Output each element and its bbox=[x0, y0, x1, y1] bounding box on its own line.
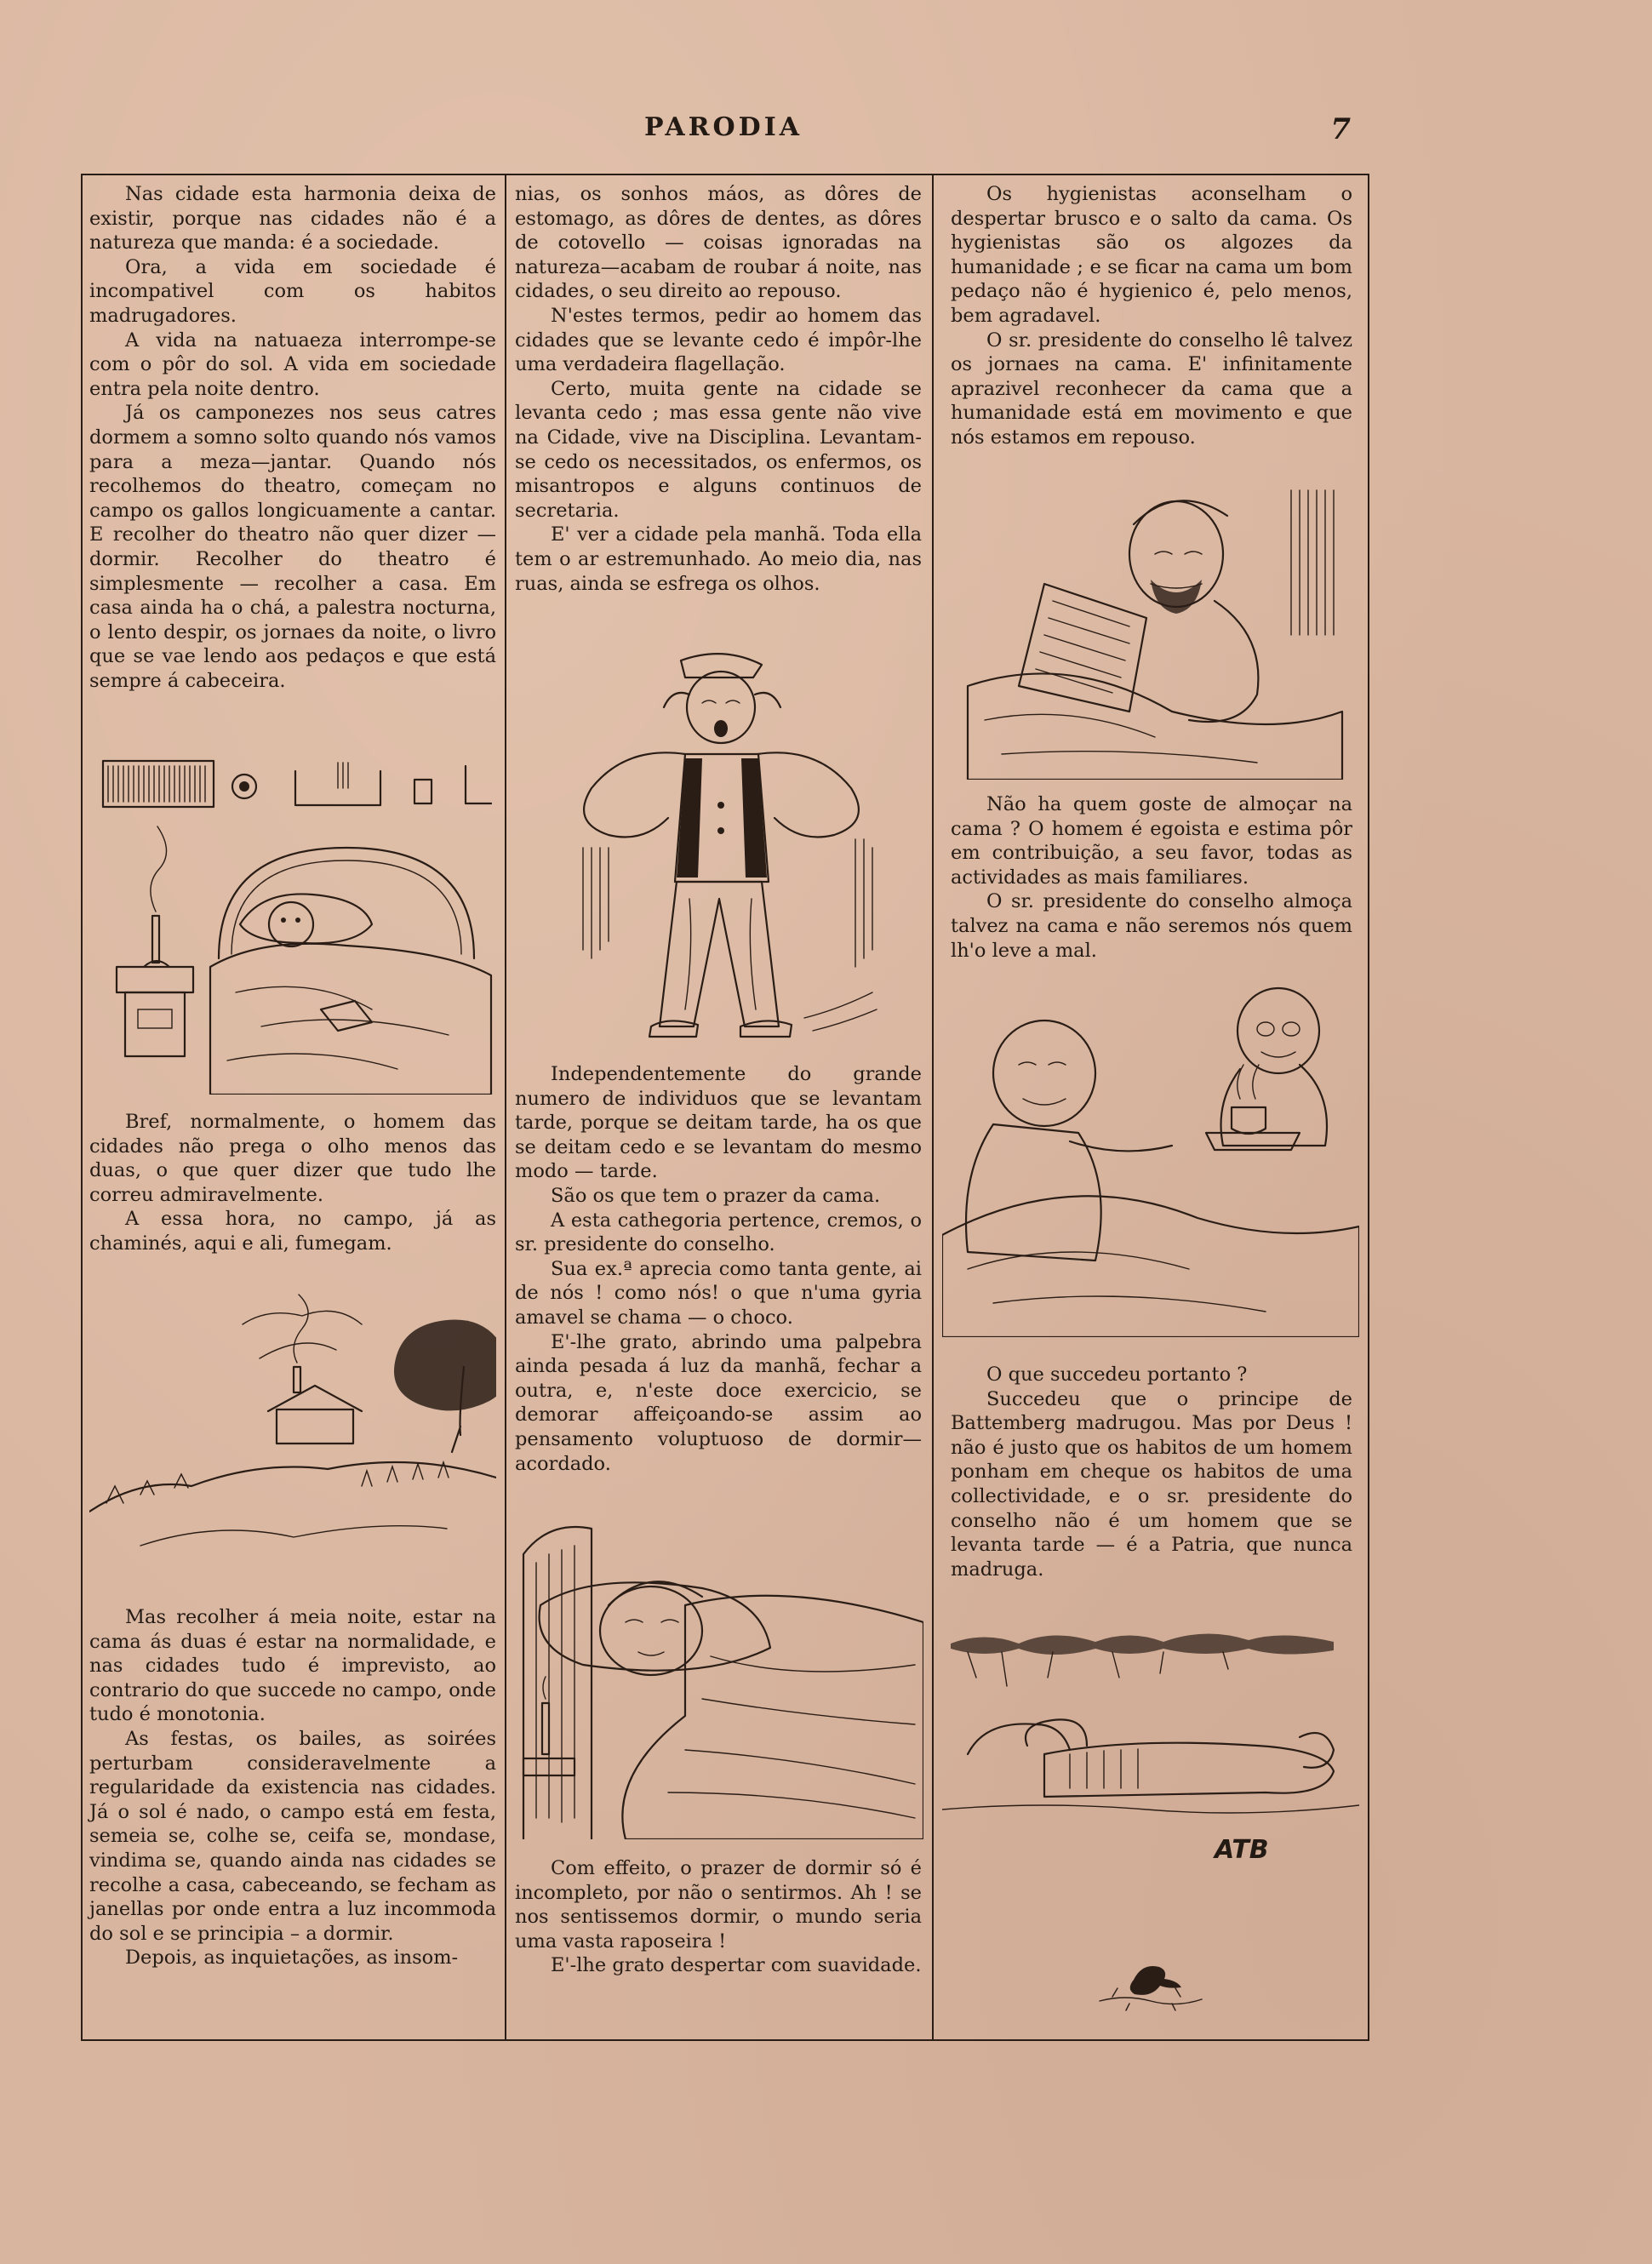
paragraph: A vida na natuaeza interrompe-se com o pôr do sol. A vida em sociedade entra pela noite dentro. bbox=[89, 329, 496, 400]
newspaper-reader-illustration bbox=[951, 473, 1359, 780]
paragraph: Com effeito, o prazer de dormir só é incompleto, por não o sentirmos. Ah ! se nos sentissemos dormir, o mundo seria uma vasta raposeira ! bbox=[515, 1857, 922, 1952]
col3-text-block-3 bbox=[951, 1363, 1352, 1581]
paragraph: O que succedeu portanto ? bbox=[986, 1364, 1248, 1386]
paragraph: Nas cidade esta harmonia deixa de existir, porque nas cidades não é a natureza que manda: é a sociedade. bbox=[89, 183, 496, 254]
column-3 bbox=[934, 175, 1368, 2039]
paragraph: N'estes termos, pedir ao homem das cidades que se levante cedo é impôr-lhe uma verdadeira flagellação. bbox=[515, 304, 922, 376]
paragraph: O sr. presidente do conselho almoça talvez na cama e não seremos nós quem lh'o leve a mal. bbox=[951, 890, 1352, 962]
col1-text-block-2 bbox=[89, 1110, 496, 1256]
article-frame bbox=[81, 174, 1369, 2041]
paragraph: Certo, muita gente na cidade se levanta cedo ; mas essa gente não vive na Cidade, vive na Disciplina. Levantam-se cedo os necessitados, os enfermos, os misantropos e alguns continuos de secretaria. bbox=[515, 377, 922, 522]
paragraph: Os hygienistas aconselham o despertar brusco e o salto da cama. Os hygienistas são os algozes da humanidade ; e se ficar na cama um bom pedaço não é hygienico é, pelo menos, bem agradavel. bbox=[951, 183, 1352, 327]
yawning-man-illustration bbox=[532, 643, 906, 1052]
paragraph: As festas, os bailes, as soirées perturbam consideravelmente a regularidade da existencia nas cidades. Já o sol é nado, o campo está em festa, semeia se, colhe se, ceifa se, mondase, vindima se, quando ainda nas cidades se recolhe a casa, cabeceando, se fecham as janellas por onde entra a luz incommoda do sol e se principia – a dormir. bbox=[89, 1727, 496, 1945]
bedroom-illustration bbox=[91, 754, 496, 1095]
paragraph: O sr. presidente do conselho lê talvez os jornaes na cama. E' infinitamente aprazivel reconhecer da cama que a humanidade está em movimento e que nós estamos em repouso. bbox=[951, 329, 1352, 449]
paragraph: E' ver a cidade pela manhã. Toda ella tem o ar estremunhado. Ao meio dia, nas ruas, ainda se esfrega os olhos. bbox=[515, 523, 922, 595]
paragraph: Não ha quem goste de almoçar na cama ? O homem é egoista e estima pôr em contribuição, a seu favor, todas as actividades as mais familiares. bbox=[951, 793, 1352, 889]
col2-text-block-2 bbox=[515, 1062, 922, 1476]
col3-text-block-2 bbox=[951, 792, 1352, 963]
paragraph: São os que tem o prazer da cama. bbox=[551, 1184, 881, 1207]
col2-text-block-1 bbox=[515, 182, 922, 596]
paragraph: nias, os sonhos máos, as dôres de estomago, as dôres de dentes, as dôres de cotovello — coisas ignoradas na natureza—acabam de roubar á noite, nas cidades, o seu direito ao repouso. bbox=[515, 183, 922, 303]
col2-text-block-3 bbox=[515, 1856, 922, 1978]
paragraph: A esta cathegoria pertence, cremos, o sr. presidente do conselho. bbox=[515, 1209, 922, 1256]
paragraph: Ora, a vida em sociedade é incompativel com os habitos madrugadores. bbox=[89, 255, 496, 327]
paragraph: E'-lhe grato despertar com suavidade. bbox=[551, 1954, 922, 1977]
column-2 bbox=[506, 175, 932, 2039]
page-number: 7 bbox=[1330, 112, 1351, 146]
col3-text-block-1 bbox=[951, 182, 1352, 450]
pillow-sleeper-illustration bbox=[515, 1503, 923, 1839]
paragraph: Independentemente do grande numero de individuos que se levantam tarde, porque se deitam tarde, ha os que se deitam cedo e se levantam do mesmo modo — tarde. bbox=[515, 1063, 922, 1183]
breakfast-in-bed-illustration bbox=[942, 980, 1359, 1337]
paragraph: Mas recolher á meia noite, estar na cama ás duas é estar na normalidade, e nas cidades tudo é imprevisto, ao contrario do que succede no campo, onde tudo é monotonia. bbox=[89, 1606, 496, 1726]
col1-text-block-1 bbox=[89, 182, 496, 693]
paragraph: A essa hora, no campo, já as chaminés, aqui e ali, fumegam. bbox=[89, 1208, 496, 1255]
paragraph: Succedeu que o principe de Battemberg madrugou. Mas por Deus ! não é justo que os habitos de um homem ponham em cheque os habitos de uma collectividade, e o sr. presidente do conselho não é um homem que se levanta tarde — é a Patria, que nunca madruga. bbox=[951, 1387, 1352, 1581]
paragraph: Sua ex.ª aprecia como tanta gente, ai de nós ! como nós! o que n'uma gyria amavel se chama — o choco. bbox=[515, 1257, 922, 1329]
bird-ornament bbox=[1095, 1954, 1206, 2014]
paragraph: E'-lhe grato, abrindo uma palpebra ainda pesada á luz da manhã, fechar a outra, e, n'este doce exercicio, se demorar affeiçoando-se assim ao pensamento voluptuoso de dormir—acordado. bbox=[515, 1330, 922, 1475]
paragraph: Depois, as inquietações, as insom- bbox=[125, 1947, 459, 1970]
col1-text-block-3 bbox=[89, 1605, 496, 1970]
column-1 bbox=[83, 175, 505, 2039]
artist-signature: ATB bbox=[1215, 1835, 1269, 1865]
field-sleeper-illustration bbox=[942, 1627, 1359, 1831]
paragraph: Bref, normalmente, o homem das cidades não prega o olho menos das duas, o que quer dizer que tudo lhe correu admiravelmente. bbox=[89, 1111, 496, 1206]
page-header bbox=[81, 112, 1366, 155]
countryside-illustration bbox=[89, 1265, 496, 1580]
masthead-title: PARODIA bbox=[643, 112, 803, 142]
paragraph: Já os camponezes nos seus catres dormem a somno solto quando nós vamos para a meza—jantar. Quando nós recolhemos do theatro, começam no campo os gallos longicuamente a cantar. E recolher do theatro não quer dizer — dormir. Recolher do theatro é simplesmente — recolher a casa. Em casa ainda ha o chá, a palestra nocturna, o lento despir, os jornaes da noite, o livro que se vae lendo aos pedaços e que está sempre á cabeceira. bbox=[89, 402, 496, 692]
